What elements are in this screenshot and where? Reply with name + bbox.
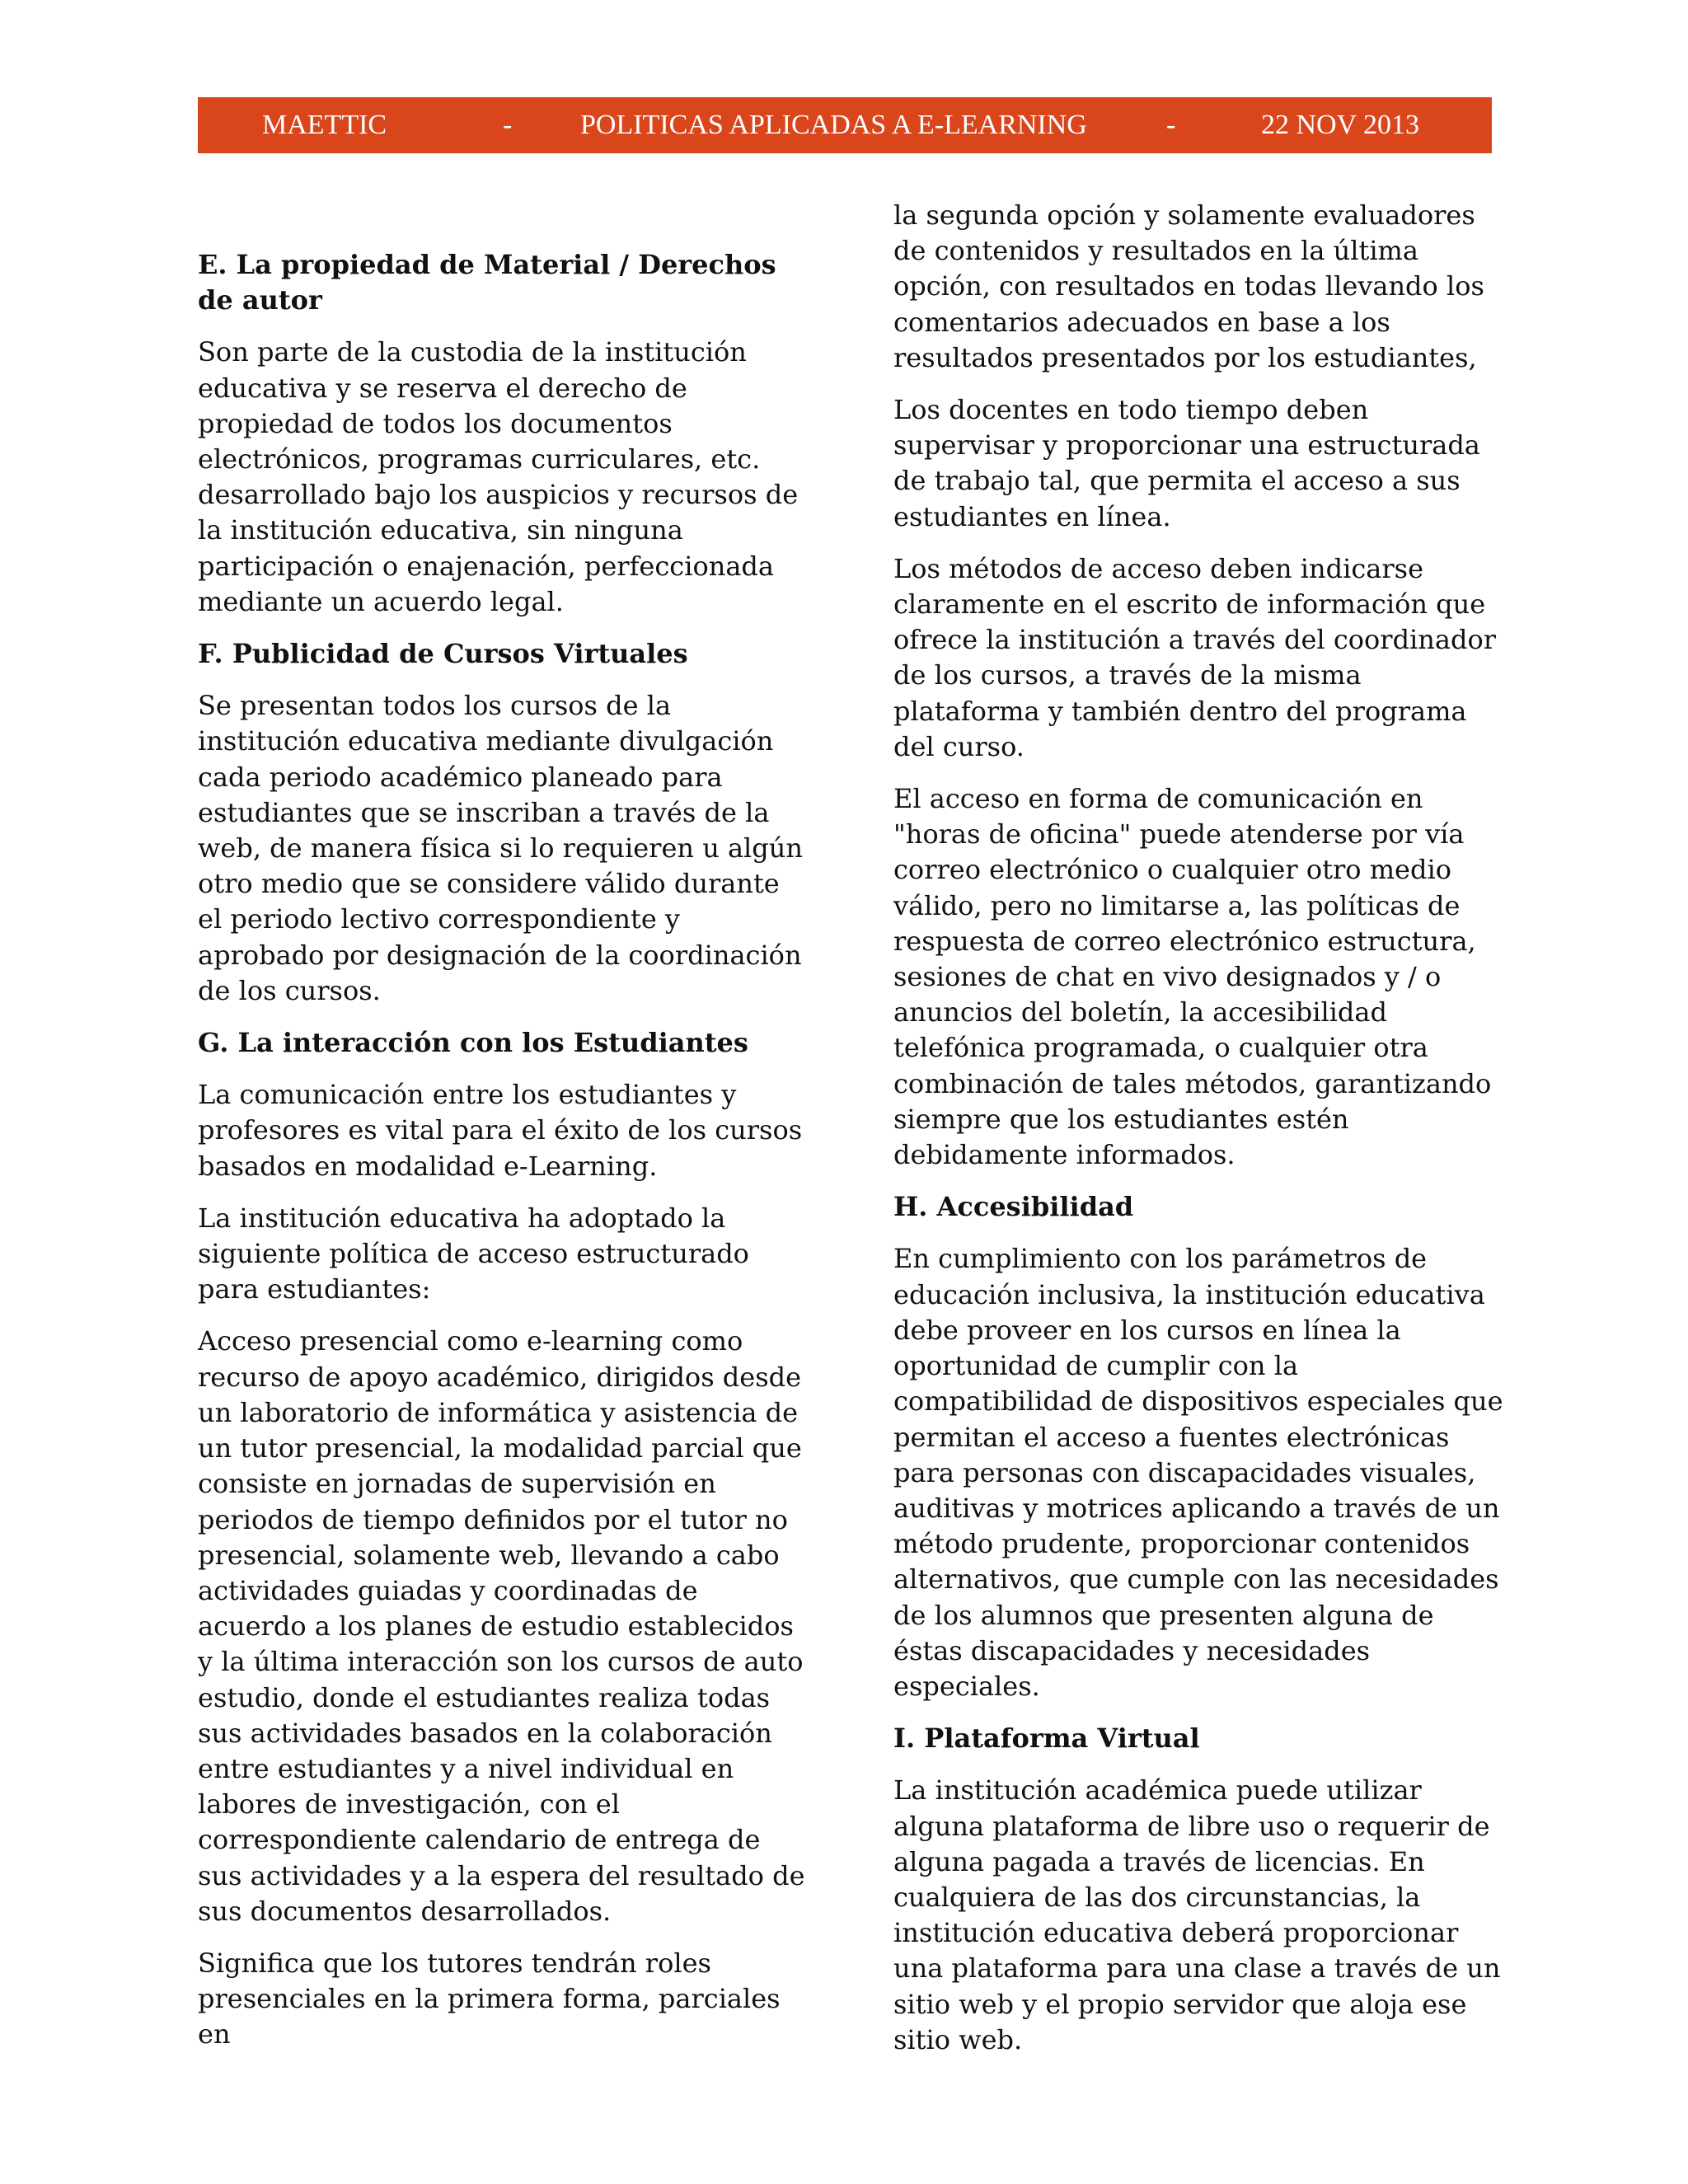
paragraph: Significa que los tutores tendrán roles presenciales en la primera forma, parciales en	[198, 1947, 781, 2050]
section-heading-f: F. Publicidad de Cursos Virtuales	[198, 638, 688, 670]
header-title: POLITICAS APLICADAS A E-LEARNING	[580, 110, 1087, 140]
section-heading-h: H. Accesibilidad	[893, 1191, 1134, 1223]
section-heading-i: I. Plataforma Virtual	[893, 1722, 1200, 1755]
paragraph: la segunda opción y solamente evaluadores de contenidos y resultados en la última opción, con resultados en todas llevando los comentarios adecuados en base a los resultados presentados por los estudiantes,	[893, 199, 1484, 373]
paragraph: En cumplimiento con los parámetros de educación inclusiva, la institución educativa debe proveer en los cursos en línea la oportunidad de cumplir con la compatibilidad de dispositivos especiales que permitan el acceso a fuentes electrónicas para personas con discapacidades visuales, auditivas y motrices aplicando a través de un método prudente, proporcionar contenidos alternativos, que cumple con las necesidades de los alumnos que presenten alguna de éstas discapacidades y necesidades especiales.	[893, 1243, 1503, 1702]
paragraph: El acceso en forma de comunicación en "horas de oficina" puede atenderse por vía correo electrónico o cualquier otro medio válido, pero no limitarse a, las políticas de respuesta de correo electrónico estructura, sesiones de chat en vivo designados y / o anuncios del boletín, la accesibilidad telefónica programada, o cualquier otra combinación de tales métodos, garantizando siempre que los estudiantes estén debidamente informados.	[893, 783, 1492, 1171]
section-heading-g: G. La interacción con los Estudiantes	[198, 1027, 748, 1059]
paragraph: Son parte de la custodia de la institución educativa y se reserva el derecho de propiedad de todos los documentos electrónicos, programas curriculares, etc. desarrollado bajo los auspicios y recursos de la institución educativa, sin ninguna participación o enajenación, perfeccionada mediante un acuerdo legal.	[198, 336, 799, 617]
paragraph: La institución educativa ha adoptado la siguiente política de acceso estructurado para estudiantes:	[198, 1202, 749, 1305]
header-date: 22 NOV 2013	[1261, 110, 1420, 140]
left-column	[198, 247, 808, 2069]
header-separator: -	[1166, 110, 1176, 140]
header-left-text: MAETTIC	[262, 110, 387, 140]
paragraph: Los docentes en todo tiempo deben supervisar y proporcionar una estructurada de trabajo tal, que permita el acceso a sus estudiantes en línea.	[893, 394, 1480, 532]
header-separator: -	[503, 110, 513, 140]
paragraph: La institución académica puede utilizar alguna plataforma de libre uso o requerir de alguna pagada a través de licencias. En cualquiera de las dos circunstancias, la institución educativa deberá proporcionar una plataforma para una clase a través de un sitio web y el propio servidor que aloja ese sitio web.	[893, 1774, 1501, 2055]
paragraph: Acceso presencial como e-learning como recurso de apoyo académico, dirigidos desde un laboratorio de informática y asistencia de un tutor presencial, la modalidad parcial que consiste en jornadas de supervisión en periodos de tiempo definidos por el tutor no presencial, solamente web, llevando a cabo actividades guiadas y coordinadas de acuerdo a los planes de estudio establecidos y la última interacción son los cursos de auto estudio, donde el estudiantes realiza todas sus actividades basados en la colaboración entre estudiantes y a nivel individual en labores de investigación, con el correspondiente calendario de entrega de sus actividades y a la espera del resultado de sus documentos desarrollados.	[198, 1325, 805, 1927]
page-header	[198, 97, 1492, 153]
paragraph: La comunicación entre los estudiantes y profesores es vital para el éxito de los cursos basados en modalidad e-Learning.	[198, 1079, 803, 1182]
paragraph: Se presentan todos los cursos de la institución educativa mediante divulgación cada periodo académico planeado para estudiantes que se inscriban a través de la web, de manera física si lo requieren u algún otro medio que se considere válido durante el periodo lectivo correspondiente y aprobado por designación de la coordinación de los cursos.	[198, 690, 803, 1006]
section-heading-e: E. La propiedad de Material / Derechos de autor	[198, 249, 776, 316]
right-column	[893, 198, 1503, 2074]
paragraph: Los métodos de acceso deben indicarse claramente en el escrito de información que ofrece la institución a través del coordinador de los cursos, a través de la misma plataforma y también dentro del programa del curso.	[893, 552, 1497, 762]
